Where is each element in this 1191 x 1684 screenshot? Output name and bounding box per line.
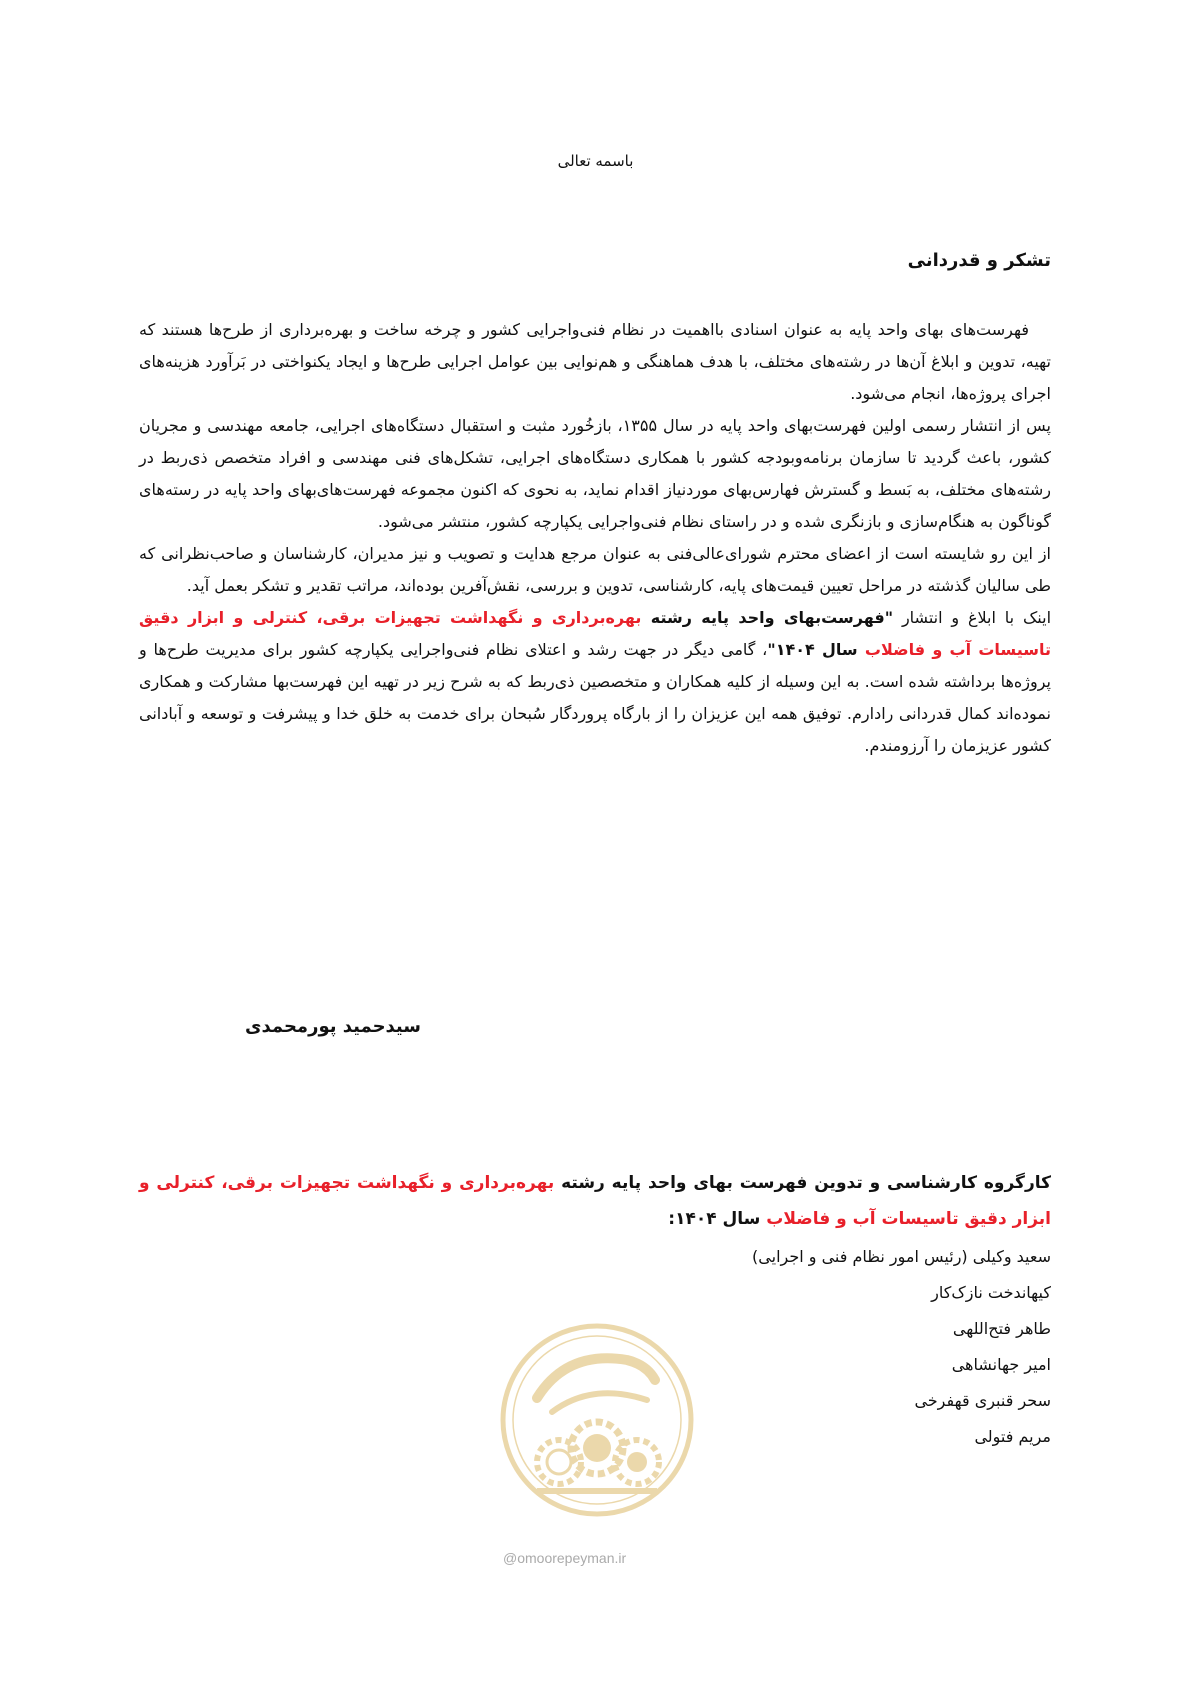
paragraph-2: پس از انتشار رسمی اولین فهرست‌بهای واحد پایه در سال ۱۳۵۵، بازخُورد مثبت و استقبال دستگاه‌های اجرایی، جامعه مهندسی و مجریان کشور، باعث گردید تا سازمان برنامه‌وبودجه کشور با همکاری دستگاه‌های اجرایی، تشکل‌های فنی مهندسی و افراد متخصص ذی‌ربط در رشته‌های مختلف، به بَسط و گسترش فهارس‌بهای موردنیاز اقدام نماید، به نحوی که اکنون مجموعه فهرست‌های‌بهای واحد پایه در رسته‌های گوناگون به هنگام‌سازی و بازنگری شده و در راستای نظام فنی‌واجرایی یکپارچه کشور، منتشر می‌شود. (139, 416, 1052, 531)
paragraph-3: از این رو شایسته است از اعضای محترم شورای‌عالی‌فنی به عنوان مرجع هدایت و تصویب و نیز مدیران، کارشناسان و صاحب‌نظرانی که طی سالیان گذشته در مراحل تعیین قیمت‌های پایه، کارشناسی، تدوین و بررسی، نقش‌آفرین بوده‌اند، مراتب تقدیر و تشکر بعمل آید. (139, 544, 1051, 595)
group-title-year: سال ۱۴۰۴: (668, 1209, 767, 1229)
acknowledgement-body (139, 314, 1051, 762)
catalog-year: سال ۱۴۰۴" (767, 640, 865, 659)
catalog-title-start: "فهرست‌بهای واحد پایه رشته (641, 608, 894, 627)
working-group-title (139, 1165, 1051, 1237)
paragraph-4 (139, 602, 1051, 762)
member-item: کیهاندخت نازک‌کار (931, 1283, 1051, 1302)
member-item: سعید وکیلی (رئیس امور نظام فنی و اجرایی) (752, 1247, 1051, 1266)
watermark-seal-icon (497, 1320, 697, 1520)
member-item: سحر قنبری قهفرخی (914, 1391, 1051, 1410)
catalog-field-name: بهره‌برداری و نگهداشت تجهیزات برقی، کنترلی و ابزار دقیق تاسیسات آب و فاضلاب (139, 608, 1051, 659)
group-title-start: کارگروه کارشناسی و تدوین فهرست بهای واحد پایه رشته (554, 1173, 1051, 1193)
signer-name: سیدحمید پورمحمدی (245, 1016, 421, 1037)
member-item: امیر جهانشاهی (951, 1355, 1051, 1374)
member-item: طاهر فتح‌اللهی (952, 1319, 1051, 1338)
group-field-name: بهره‌برداری و نگهداشت تجهیزات برقی، کنترلی و ابزار دقیق تاسیسات آب و فاضلاب (139, 1173, 1051, 1229)
paragraph-4-intro: اینک با ابلاغ و انتشار (893, 608, 1052, 627)
page-heading: تشکر و قدردانی (907, 250, 1051, 271)
paragraph-1: فهرست‌های بهای واحد پایه به عنوان اسنادی بااهمیت در نظام فنی‌واجرایی کشور و چرخه ساخت و بهره‌برداری از طرح‌ها هستند که تهیه، تدوین و ابلاغ آن‌ها در رشته‌های مختلف، با هدف هماهنگی و هم‌نوایی بین عوامل اجرایی طرح‌ها و ایجاد یکنواختی در بَرآورد هزینه‌های اجرای پروژه‌ها، انجام می‌شود. (139, 320, 1051, 403)
watermark-site: @omoorepeyman.ir (503, 1550, 627, 1566)
basmala-header: باسمه تعالی (557, 152, 634, 170)
member-item: مریم فتولی (974, 1427, 1051, 1446)
paragraph-4-rest: ، گامی دیگر در جهت رشد و اعتلای نظام فنی‌واجرایی یکپارچه کشور برای مدیریت طرح‌ها و پروژه‌ها برداشته شده است. به این وسیله از کلیه همکاران و متخصصین ذی‌ربط که به شرح زیر در تهیه این فهرست‌بها مشارکت و همکاری نموده‌اند کمال قدردانی رادارم. توفیق همه این عزیزان را از بارگاه پروردگار سُبحان برای خدمت به خلق خدا و پیشرفت و توسعه و آبادانی کشور عزیزمان را آرزومندم. (139, 640, 1051, 755)
